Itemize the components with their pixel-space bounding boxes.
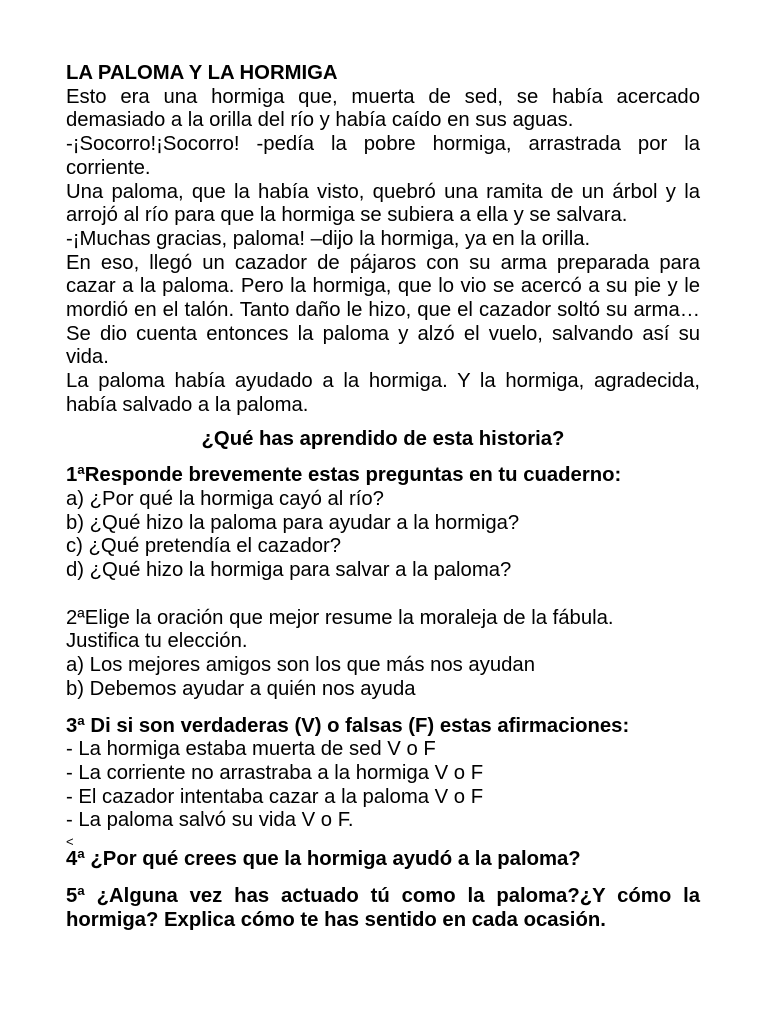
question-3-item: - La paloma salvó su vida V o F. (66, 809, 354, 832)
question-1-item: d) ¿Qué hizo la hormiga para salvar a la paloma? (66, 559, 512, 582)
story-paragraph: Una paloma, que la había visto, quebró una ramita de un árbol y la arrojó al río para que la hormiga se subiera a ella y se salvara. (66, 180, 700, 227)
story-title: LA PALOMA Y LA HORMIGA (66, 62, 338, 84)
section-heading: ¿Qué has aprendido de esta historia? (201, 427, 565, 450)
question-2-item: b) Debemos ayudar a quién nos ayuda (66, 677, 416, 700)
question-1-heading: 1ªResponde brevemente estas preguntas en tu cuaderno: (66, 464, 622, 487)
question-3-item: - La hormiga estaba muerta de sed V o F (66, 738, 436, 761)
question-1 (66, 464, 700, 583)
story-paragraph: La paloma había ayudado a la hormiga. Y la hormiga, agradecida, había salvado a la paloma. (66, 370, 700, 416)
worksheet-page (66, 62, 700, 932)
question-3-heading: 3ª Di si son verdaderas (V) o falsas (F) estas afirmaciones: (66, 714, 630, 737)
story-paragraph: Esto era una hormiga que, muerta de sed, se había acercado demasiado a la orilla del río y había caído en sus aguas. (66, 85, 700, 132)
question-3-item: - La corriente no arrastraba a la hormiga V o F (66, 761, 484, 784)
question-5-heading: 5ª ¿Alguna vez has actuado tú como la paloma?¿Y cómo la hormiga? Explica cómo te has sentido en cada ocasión. (66, 884, 700, 931)
question-2-heading: Justifica tu elección. (66, 630, 248, 653)
question-2-item: a) Los mejores amigos son los que más nos ayudan (66, 654, 535, 677)
question-2-heading: 2ªElige la oración que mejor resume la moraleja de la fábula. (66, 606, 614, 629)
question-2 (66, 607, 700, 702)
story-paragraph: En eso, llegó un cazador de pájaros con su arma preparada para cazar a la paloma. Pero la hormiga, que lo vio se acercó a su pie y le mordió en el talón. Tanto daño le hizo, que el cazador soltó su arma…Se dio cuenta entonces la paloma y alzó el vuelo, salvando así su vida. (66, 251, 700, 369)
question-4-heading: 4ª ¿Por qué crees que la hormiga ayudó a la paloma? (66, 848, 581, 871)
story-paragraph: -¡Muchas gracias, paloma! –dijo la hormiga, ya en la orilla. (66, 227, 591, 250)
question-1-item: b) ¿Qué hizo la paloma para ayudar a la hormiga? (66, 511, 520, 534)
question-3 (66, 715, 700, 849)
question-1-item: c) ¿Qué pretendía el cazador? (66, 535, 342, 558)
question-3-item: - El cazador intentaba cazar a la paloma V o F (66, 785, 484, 808)
stray-mark: < (66, 834, 74, 850)
question-1-item: a) ¿Por qué la hormiga cayó al río? (66, 487, 384, 510)
story-paragraph: -¡Socorro!¡Socorro! -pedía la pobre hormiga, arrastrada por la corriente. (66, 133, 700, 179)
